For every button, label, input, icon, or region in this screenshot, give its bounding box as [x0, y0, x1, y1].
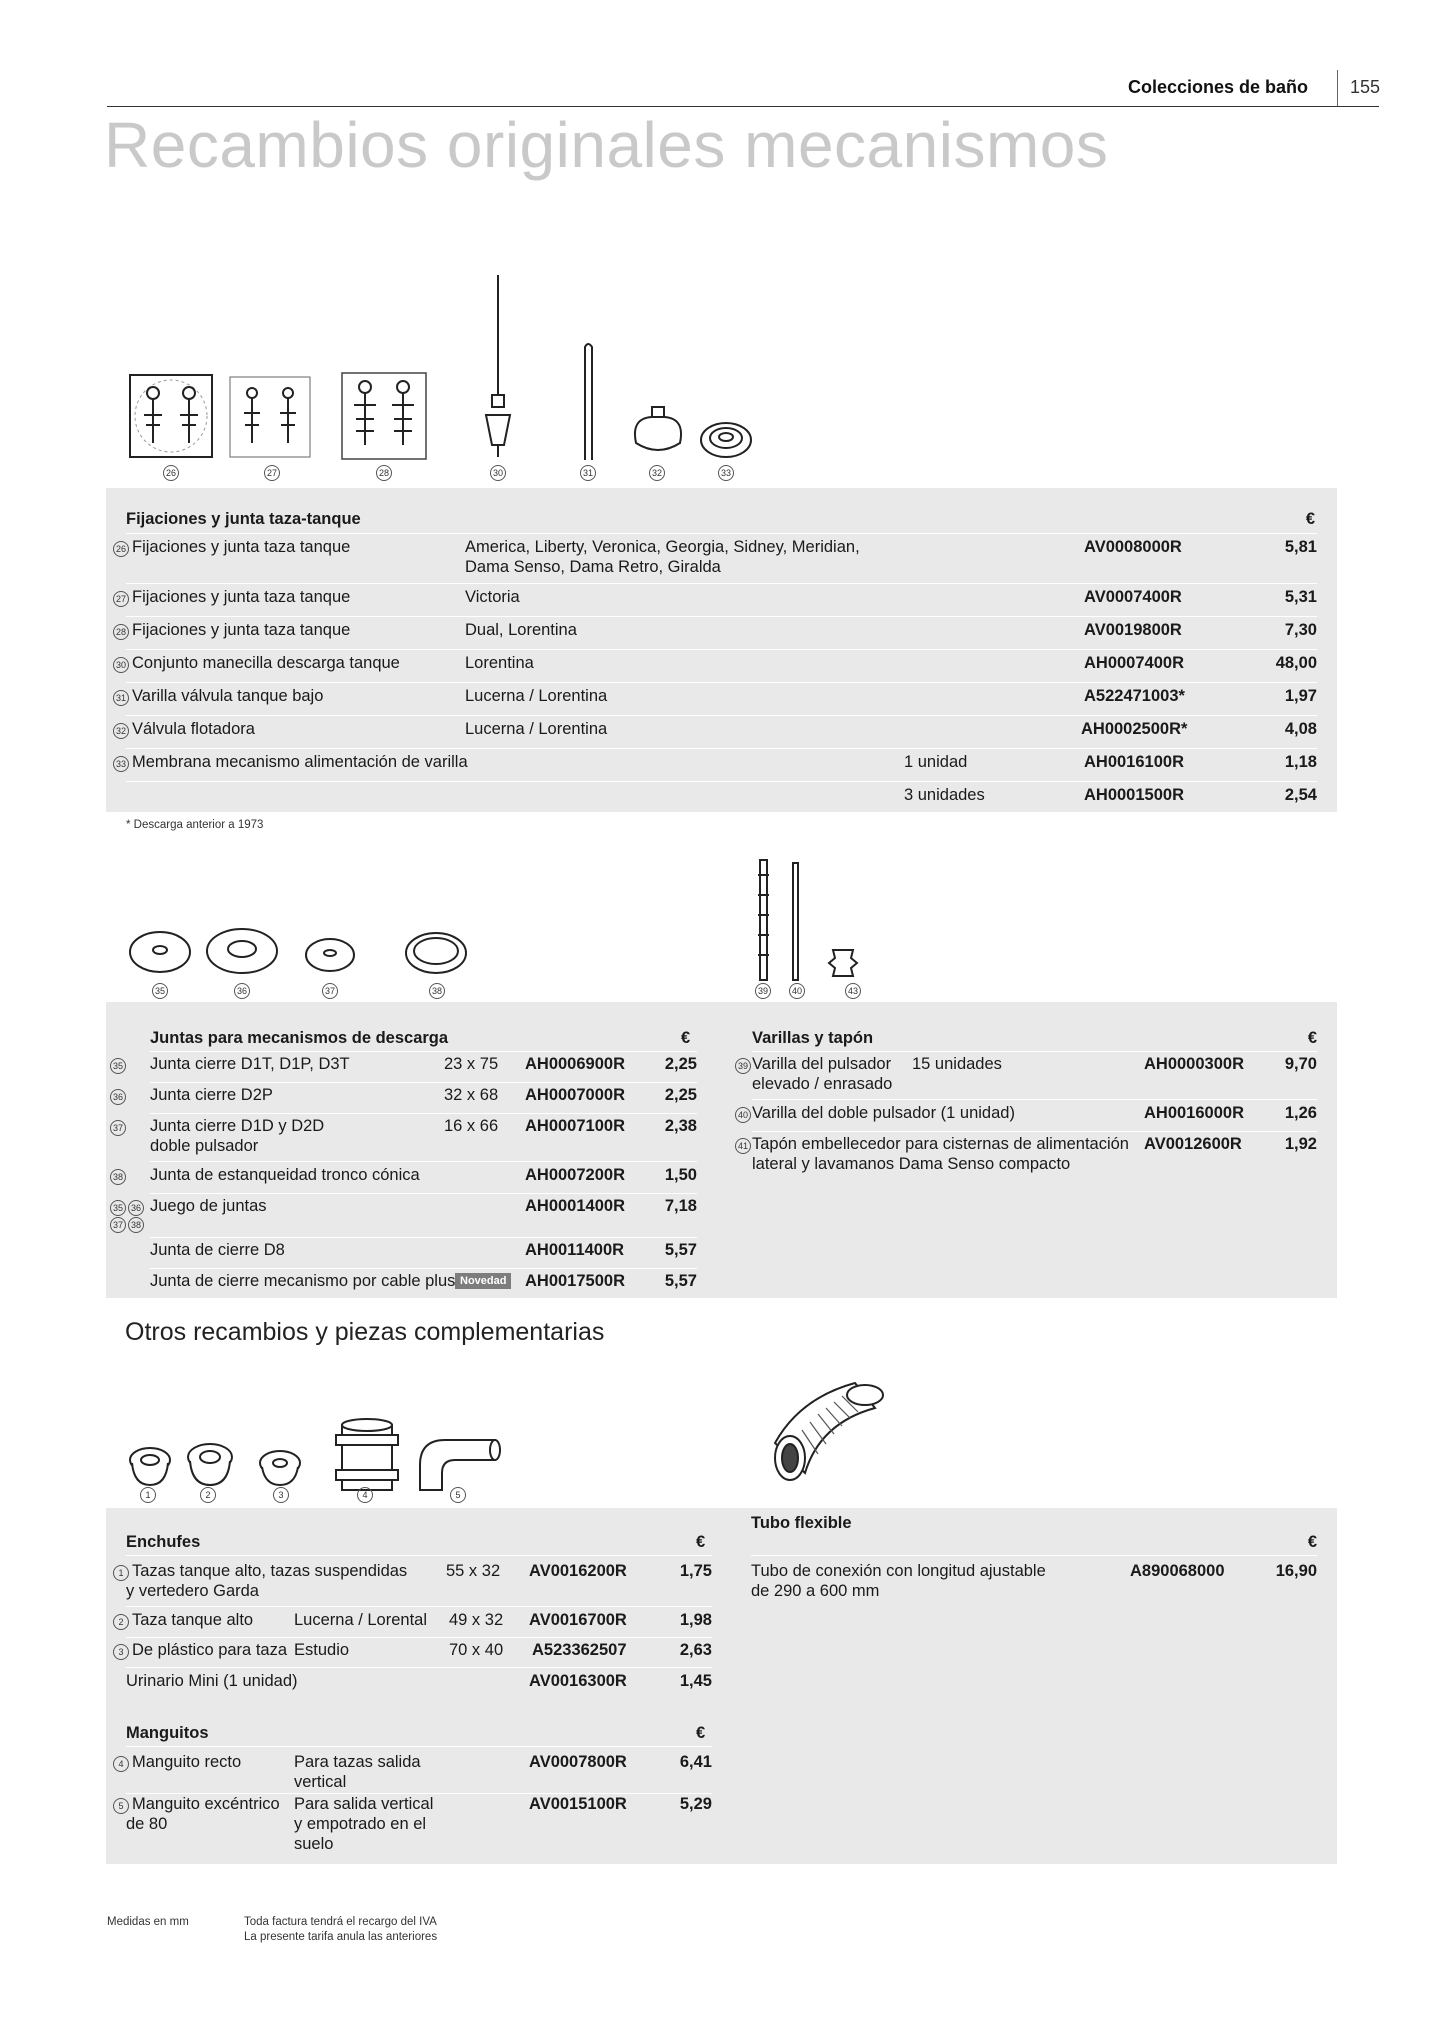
product-name: Manguito recto: [132, 1753, 242, 1771]
product-name: Taza tanque alto: [132, 1611, 254, 1629]
product-code: AH0006900R: [525, 1055, 625, 1073]
valve-rod-31-image: [585, 344, 592, 460]
product-name: de 290 a 600 mm: [751, 1582, 880, 1600]
header-divider: [1337, 70, 1338, 106]
connector-2-image: [188, 1444, 232, 1485]
figure-fixings: [120, 265, 770, 480]
models: Lorentina: [465, 654, 534, 672]
quantity: 15 unidades: [912, 1055, 1002, 1073]
varillas-title: Varillas y tapón: [752, 1029, 874, 1047]
product-name: Junta de estanqueidad tronco cónica: [150, 1166, 420, 1184]
product-code: AH0011400R: [525, 1241, 625, 1259]
currency-symbol: €: [1307, 1029, 1317, 1047]
product-name: Tubo de conexión con longitud ajustable: [751, 1562, 1046, 1580]
table-row: [126, 1672, 712, 1698]
product-name: elevado / enrasado: [752, 1075, 893, 1093]
fig-num: 3: [273, 1487, 289, 1503]
fig-num: 28: [376, 465, 392, 481]
price: 1,98: [679, 1611, 712, 1629]
size: 70 x 40: [449, 1641, 504, 1659]
models: Dual, Lorentina: [465, 621, 577, 639]
eccentric-sleeve-5-image: [420, 1440, 500, 1490]
connector-1-image: [130, 1448, 170, 1485]
table-row: 28 Fijaciones y junta taza tanque Dual, Lorentina AV0019800R 7,30: [126, 621, 1317, 650]
section-label: Colecciones de baño: [1128, 77, 1309, 97]
fig-num: 5: [450, 1487, 466, 1503]
seal-38-image: [406, 933, 466, 973]
price: 5,57: [664, 1241, 697, 1259]
footer-note: La presente tarifa anula las anteriores: [244, 1931, 438, 1943]
fixing-kit-26-image: [130, 375, 212, 457]
models: Dama Senso, Dama Retro, Giralda: [465, 558, 721, 576]
description: y empotrado en el: [294, 1815, 427, 1833]
juntas-title: Juntas para mecanismos de descarga: [150, 1029, 449, 1047]
membrane-33-image: [701, 423, 751, 457]
fig-num: 37: [322, 983, 338, 999]
product-code: AH0000300R: [1144, 1055, 1244, 1073]
fig-num: 1: [140, 1487, 156, 1503]
fig-num: 31: [580, 465, 596, 481]
tubo-title: Tubo flexible: [751, 1514, 852, 1532]
price: 6,41: [679, 1753, 712, 1771]
table-row: 3 De plástico para taza Estudio 70 x 40 A523362507 2,63: [126, 1641, 712, 1668]
fig-num: 33: [718, 465, 734, 481]
models: Lucerna / Lorentina: [465, 687, 608, 705]
price: 7,18: [664, 1197, 697, 1215]
price: 5,31: [1284, 588, 1317, 606]
price: 1,26: [1284, 1104, 1317, 1122]
figure-connectors: [120, 1405, 510, 1500]
footer-units: Medidas en mm: [107, 1916, 189, 1928]
currency-symbol: €: [696, 1533, 706, 1551]
fig-num: 38: [429, 983, 445, 999]
table-row: 27 Fijaciones y junta taza tanque Victoria AV0007400R 5,31: [126, 588, 1317, 617]
product-name: Fijaciones y junta taza tanque: [132, 538, 351, 556]
currency-symbol: €: [681, 1029, 691, 1047]
price: 5,81: [1284, 538, 1317, 556]
price: 1,18: [1284, 753, 1317, 771]
product-name: Juego de juntas: [150, 1197, 267, 1215]
product-name: de 80: [126, 1815, 168, 1833]
size: 49 x 32: [449, 1611, 504, 1629]
price: 7,30: [1284, 621, 1317, 639]
connector-3-image: [260, 1451, 300, 1485]
juntas-varillas-panel: [106, 1002, 1337, 1298]
price: 1,45: [679, 1672, 712, 1690]
description: Para salida vertical: [294, 1795, 434, 1813]
size: 16 x 66: [444, 1117, 499, 1135]
seal-37-image: [306, 939, 354, 971]
fijaciones-title: Fijaciones y junta taza-tanque: [126, 510, 361, 528]
product-name: Urinario Mini (1 unidad): [126, 1672, 298, 1690]
size: 32 x 68: [444, 1086, 499, 1104]
description: Para tazas salida: [294, 1753, 421, 1771]
product-code: AH0017500R: [525, 1272, 625, 1290]
product-code: AH0001500R: [1084, 786, 1184, 804]
fixing-kit-27-image: [230, 377, 310, 457]
push-rod-39-image: [758, 860, 769, 980]
table-row: 35 Junta cierre D1T, D1P, D3T 23 x 75 AH0006900R 2,25: [150, 1055, 697, 1083]
table-row: 2 Taza tanque alto Lucerna / Lorental 49 x 32 AV0016700R 1,98: [126, 1611, 712, 1638]
table-row: 40 Varilla del doble pulsador (1 unidad) AH0016000R 1,26: [752, 1104, 1317, 1132]
product-name: Varilla válvula tanque bajo: [132, 687, 324, 705]
product-code: AV0015100R: [529, 1795, 627, 1813]
product-code: AH0007200R: [525, 1166, 625, 1184]
product-code: AV0007800R: [529, 1753, 627, 1771]
price: 5,57: [664, 1272, 697, 1290]
table-row: 36 Junta cierre D2P 32 x 68 AH0007000R 2,25: [150, 1086, 697, 1114]
table-row: [126, 786, 1317, 810]
footnote: * Descarga anterior a 1973: [126, 819, 264, 831]
product-name: Conjunto manecilla descarga tanque: [132, 654, 400, 672]
currency-symbol: €: [1307, 1533, 1317, 1551]
product-name: lateral y lavamanos Dama Senso compacto: [752, 1155, 1071, 1173]
product-name: doble pulsador: [150, 1137, 259, 1155]
section-subtitle: Otros recambios y piezas complementarias: [125, 1318, 605, 1346]
table-row: 37 Junta cierre D1D y D2D doble pulsador 16 x 66 AH0007100R 2,38: [150, 1117, 697, 1162]
product-code: A523362507: [532, 1641, 627, 1659]
table-row: [150, 1241, 697, 1269]
header-rule: [107, 106, 1379, 107]
product-name: De plástico para taza: [132, 1641, 288, 1659]
price: 2,25: [664, 1055, 697, 1073]
product-code: AH0007000R: [525, 1086, 625, 1104]
product-code: A890068000: [1130, 1562, 1225, 1580]
fig-num: 35: [152, 983, 168, 999]
product-code: AH0016100R: [1084, 753, 1184, 771]
table-row: 38 Junta de estanqueidad tronco cónica AH0007200R 1,50: [150, 1166, 697, 1194]
size: 55 x 32: [446, 1562, 501, 1580]
product-code: AH0007400R: [1084, 654, 1184, 672]
product-code: A522471003*: [1084, 687, 1185, 705]
price: 1,92: [1284, 1135, 1317, 1153]
currency-symbol: €: [696, 1724, 706, 1742]
product-code: AV0016300R: [529, 1672, 627, 1690]
table-row: [751, 1562, 1317, 1606]
dual-push-rod-40-image: [793, 863, 798, 980]
fig-num: 30: [490, 465, 506, 481]
seal-35-image: [130, 932, 190, 972]
table-row: 4 Manguito recto Para tazas salida vertical AV0007800R 6,41: [126, 1753, 712, 1794]
table-row: 32 Válvula flotadora Lucerna / Lorentina AH0002500R* 4,08: [126, 720, 1317, 749]
product-name: Fijaciones y junta taza tanque: [132, 621, 351, 639]
models: Lucerna / Lorentina: [465, 720, 608, 738]
models: America, Liberty, Veronica, Georgia, Sidney, Meridian,: [465, 538, 860, 556]
description: vertical: [294, 1773, 347, 1791]
seal-36-image: [207, 929, 277, 973]
product-name: Fijaciones y junta taza tanque: [132, 588, 351, 606]
table-row: 31 Varilla válvula tanque bajo Lucerna / Lorentina A522471003* 1,97: [126, 687, 1317, 716]
table-row: 33 Membrana mecanismo alimentación de varilla 1 unidad AH0016100R 1,18: [126, 753, 1317, 782]
product-code: AV0019800R: [1084, 621, 1182, 639]
model: Estudio: [294, 1641, 350, 1659]
table-row: 5 Manguito excéntrico de 80 Para salida vertical y empotrado en el suelo AV0015100R 5,29: [126, 1795, 712, 1859]
product-name: Varilla del doble pulsador (1 unidad): [752, 1104, 1015, 1122]
table-row: 41 Tapón embellecedor para cisternas de alimentación lateral y lavamanos Dama Senso compacto AV0012600R 1,92: [752, 1135, 1317, 1179]
sleeve-4-image: [336, 1419, 398, 1490]
table-row: 26 Fijaciones y junta taza tanque America, Liberty, Veronica, Georgia, Sidney, Meridian, Dama Senso, Dama Retro, Giralda AV0008000R 5,81: [126, 538, 1317, 584]
figure-rods: [745, 855, 885, 985]
new-badge: Novedad: [455, 1273, 511, 1289]
footer-note: Toda factura tendrá el recargo del IVA: [244, 1916, 437, 1928]
product-code: AH0007100R: [525, 1117, 625, 1135]
description: suelo: [294, 1835, 334, 1853]
price: 1,75: [679, 1562, 712, 1580]
product-code: AV0008000R: [1084, 538, 1182, 556]
fig-num: 4: [357, 1487, 373, 1503]
fixing-kit-28-image: [342, 373, 426, 459]
product-code: AV0016700R: [529, 1611, 627, 1629]
manguitos-title: Manguitos: [126, 1724, 209, 1742]
product-name: Varilla del pulsador: [752, 1055, 892, 1073]
product-name: Junta cierre D1T, D1P, D3T: [150, 1055, 350, 1073]
product-code: AV0012600R: [1144, 1135, 1242, 1153]
fig-num: 27: [264, 465, 280, 481]
product-name: Junta de cierre D8: [150, 1241, 285, 1259]
product-name: Manguito excéntrico: [132, 1795, 280, 1813]
quantity: 1 unidad: [904, 753, 968, 771]
fig-num: 32: [649, 465, 665, 481]
price: 1,97: [1284, 687, 1317, 705]
size: 23 x 75: [444, 1055, 499, 1073]
table-row: 30 Conjunto manecilla descarga tanque Lorentina AH0007400R 48,00: [126, 654, 1317, 683]
float-valve-32-image: [635, 407, 681, 450]
handle-assembly-30-image: [486, 275, 510, 457]
price: 2,63: [679, 1641, 712, 1659]
product-code: AH0001400R: [525, 1197, 625, 1215]
product-name: Junta de cierre mecanismo por cable plus: [150, 1272, 456, 1290]
table-row: 39 Varilla del pulsador elevado / enrasado 15 unidades AH0000300R 9,70: [752, 1055, 1317, 1100]
enchufes-title: Enchufes: [126, 1533, 201, 1551]
price: 4,08: [1284, 720, 1317, 738]
price: 1,50: [664, 1166, 697, 1184]
table-row: 1 Tazas tanque alto, tazas suspendidas y vertedero Garda 55 x 32 AV0016200R 1,75: [126, 1562, 712, 1607]
models: Victoria: [465, 588, 520, 606]
price: 9,70: [1284, 1055, 1317, 1073]
fig-num: 40: [789, 983, 805, 999]
fig-num: 2: [200, 1487, 216, 1503]
model: Lucerna / Lorental: [294, 1611, 428, 1629]
price: 16,90: [1275, 1562, 1317, 1580]
product-name: Membrana mecanismo alimentación de varilla: [132, 753, 468, 771]
fijaciones-panel: [106, 488, 1337, 812]
price: 2,25: [664, 1086, 697, 1104]
price: 2,54: [1284, 786, 1317, 804]
fig-num: 39: [755, 983, 771, 999]
product-name: Tazas tanque alto, tazas suspendidas: [132, 1562, 408, 1580]
product-name: Tapón embellecedor para cisternas de alimentación: [752, 1135, 1129, 1153]
page-title: Recambios originales mecanismos: [104, 109, 1109, 181]
figure-flexible-tube: [760, 1368, 910, 1488]
price: 2,38: [664, 1117, 697, 1135]
flexible-tube-image: [775, 1383, 883, 1480]
plug-41-image: [829, 950, 857, 976]
fig-num: 43: [845, 983, 861, 999]
fig-num: 26: [163, 465, 179, 481]
price: 48,00: [1275, 654, 1317, 672]
product-code: AH0002500R*: [1081, 720, 1188, 738]
product-code: AH0016000R: [1144, 1104, 1244, 1122]
product-name: Junta cierre D2P: [150, 1086, 273, 1104]
table-row: [150, 1272, 697, 1296]
fig-num: 36: [234, 983, 250, 999]
otros-panel: [106, 1508, 1337, 1864]
product-name: y vertedero Garda: [126, 1582, 259, 1600]
product-code: AV0016200R: [529, 1562, 627, 1580]
currency-symbol: €: [1305, 510, 1315, 528]
product-name: Junta cierre D1D y D2D: [150, 1117, 325, 1135]
quantity: 3 unidades: [904, 786, 985, 804]
page-number: 155: [1350, 77, 1381, 97]
table-row: 35 36 37 38 Juego de juntas AH0001400R 7,18: [150, 1197, 697, 1238]
price: 5,29: [679, 1795, 712, 1813]
product-name: Válvula flotadora: [132, 720, 255, 738]
product-code: AV0007400R: [1084, 588, 1182, 606]
